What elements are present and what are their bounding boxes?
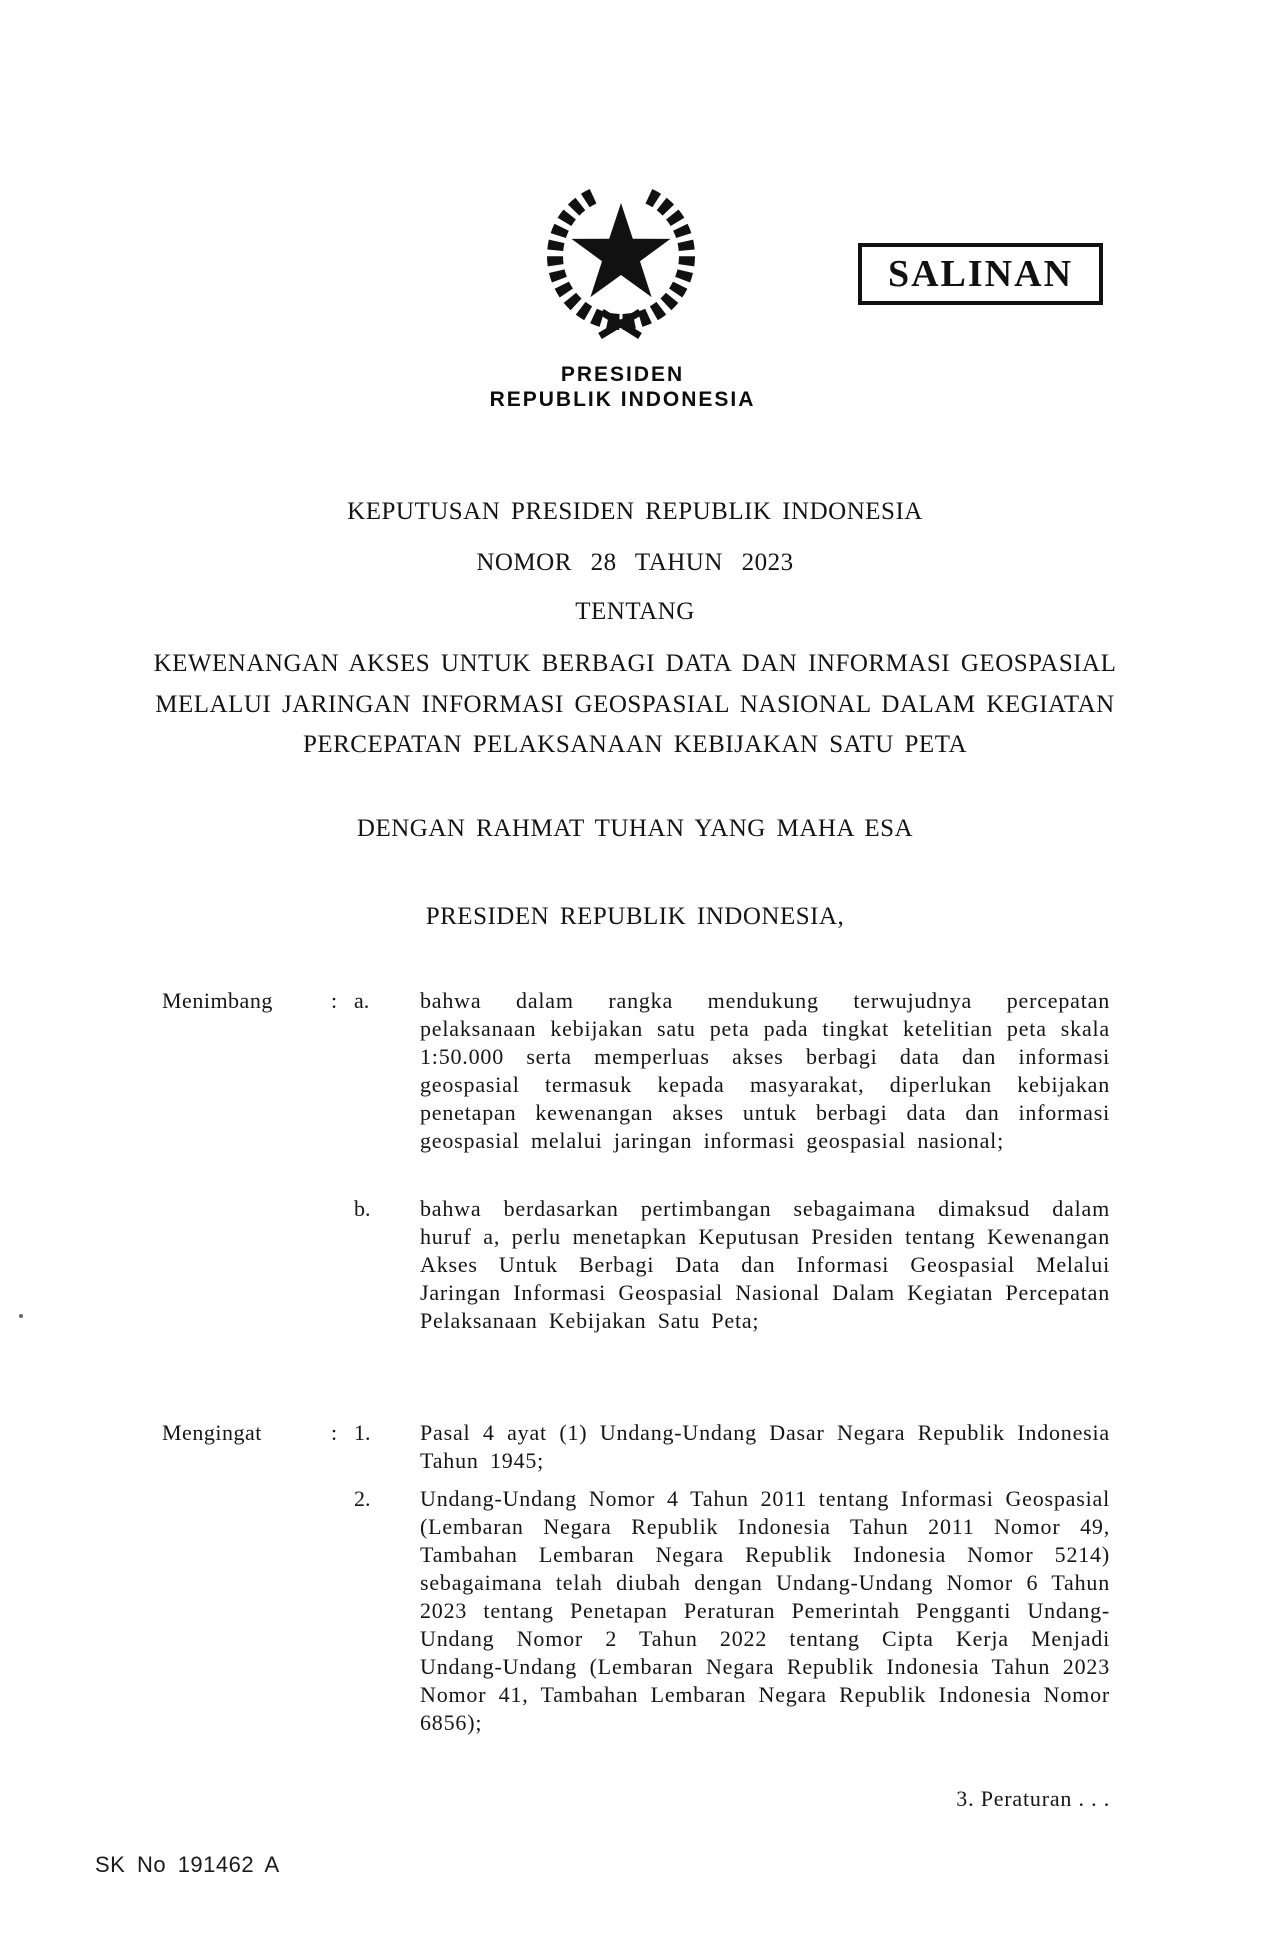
letterhead-republik-indonesia: REPUBLIK INDONESIA [489,388,756,411]
letterhead-presiden: PRESIDEN [560,363,685,386]
catchword: 3. Peraturan . . . [956,1786,1110,1811]
recalling-colon: : [331,1420,338,1445]
title-subject-line2: MELALUI JARINGAN INFORMASI GEOSPASIAL NASIONAL DALAM KEGIATAN [155,691,1115,718]
recalling-item-2-text: Undang-Undang Nomor 4 Tahun 2011 tentang Informasi Geospasial (Lembaran Negara Republik Indonesia Tahun 2011 Nomor 49, Tambahan Lembaran Negara Republik Indonesia Nomor 5214) sebagaimana telah diubah dengan Undang-Undang Nomor 6 Tahun 2023 tentang Penetapan Peraturan Pemerintah Pengganti Undang-Undang Nomor 2 Tahun 2022 tentang Cipta Kerja Menjadi Undang-Undang (Lembaran Negara Republik Indonesia Tahun 2023 Nomor 41, Tambahan Lembaran Negara Republik Indonesia Nomor 6856); [420,1486,1110,1735]
title-decree: KEPUTUSAN PRESIDEN REPUBLIK INDONESIA [347,498,923,525]
recalling-item-1-marker: 1. [354,1420,371,1445]
title-subject-line3: PERCEPATAN PELAKSANAAN KEBIJAKAN SATU PETA [302,731,968,758]
considering-item-b-marker: b. [354,1196,371,1221]
recalling-item-1-text: Pasal 4 ayat (1) Undang-Undang Dasar Negara Republik Indonesia Tahun 1945; [420,1420,1110,1473]
considering-colon: : [331,988,338,1013]
considering-item-a-marker: a. [354,988,370,1013]
title-about: TENTANG [575,598,695,625]
scan-speck [19,1314,23,1318]
considering-label: Menimbang [162,988,273,1013]
salinan-stamp [858,243,1103,305]
considering-item-a-text: bahwa dalam rangka mendukung terwujudnya percepatan pelaksanaan kebijakan satu peta pada tingkat ketelitian peta skala 1:50.000 serta memperluas akses berbagi data dan informasi geospasial termasuk kepada masyarakat, diperlukan kebijakan penetapan kewenangan akses untuk berbagi data dan informasi geospasial melalui jaringan informasi geospasial nasional; [420,988,1110,1153]
preamble-authority: PRESIDEN REPUBLIK INDONESIA, [425,903,845,930]
state-emblem-icon [540,172,702,342]
preamble-invocation: DENGAN RAHMAT TUHAN YANG MAHA ESA [356,815,914,842]
letterhead [440,362,805,412]
considering-item-b-text: bahwa berdasarkan pertimbangan sebagaimana dimaksud dalam huruf a, perlu menetapkan Keputusan Presiden tentang Kewenangan Akses Untuk Berbagi Data dan Informasi Geospasial Melalui Jaringan Informasi Geospasial Nasional Dalam Kegiatan Percepatan Pelaksanaan Kebijakan Satu Peta; [420,1196,1110,1333]
recalling-item-2-marker: 2. [354,1486,371,1511]
recalling-label: Mengingat [162,1420,262,1445]
title-subject-line1: KEWENANGAN AKSES UNTUK BERBAGI DATA DAN INFORMASI GEOSPASIAL [153,650,1117,677]
doc-number: SK No 191462 A [95,1852,280,1877]
title-number: NOMOR 28 TAHUN 2023 [476,549,794,576]
salinan-stamp-label: SALINAN [887,253,1074,295]
